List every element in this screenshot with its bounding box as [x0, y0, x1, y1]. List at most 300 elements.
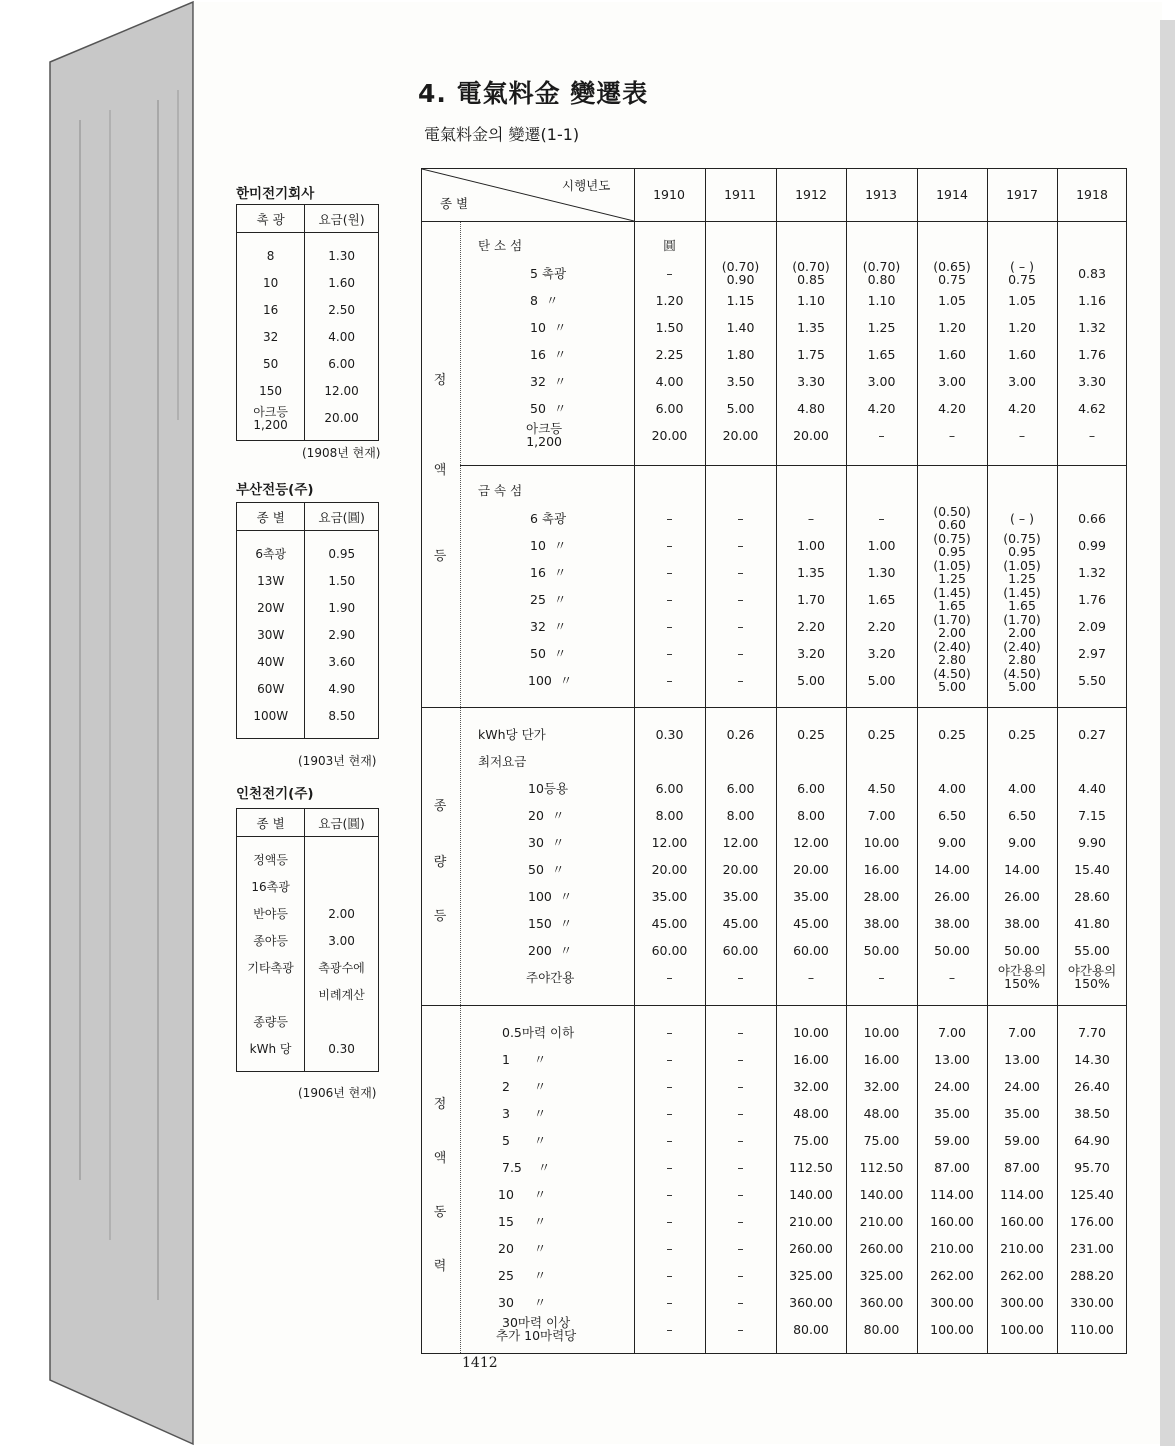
rate-cell: 4.20 [938, 401, 966, 416]
rate-cell: 288.20 [1070, 1268, 1114, 1283]
rate-cell: 1.00 [867, 538, 896, 553]
rate-cell: 41.80 [1074, 916, 1110, 931]
rate-cell: 야간용의 150% [997, 963, 1047, 991]
side-table-note: (1908년 현재) [302, 446, 381, 460]
side-table-row [237, 378, 379, 405]
rate-cell: 1.10 [867, 293, 896, 308]
side-table-header: 요금(圓) [305, 503, 379, 531]
rate-cell: 38.50 [1074, 1106, 1110, 1121]
rate-cell: 95.70 [1074, 1160, 1110, 1175]
side-table-item: 20W [237, 595, 305, 622]
rate-cell: 160.00 [930, 1214, 974, 1229]
group-label: 정 [433, 1097, 447, 1112]
table-subtitle: 電氣料金의 變遷(1-1) [424, 125, 580, 144]
rate-cell: – [807, 970, 815, 985]
rate-cell: 114.00 [1000, 1187, 1044, 1202]
year-header: 1910 [653, 187, 685, 202]
year-header: 1918 [1076, 187, 1108, 202]
rate-cell: 80.00 [863, 1322, 900, 1337]
rate-cell: 20.00 [722, 862, 759, 877]
row-label: 25 〃 [498, 1268, 547, 1283]
rate-cell: 75.00 [863, 1133, 900, 1148]
side-table-price: 3.60 [328, 655, 356, 669]
rate-cell: – [666, 266, 673, 281]
rate-cell: – [737, 1052, 744, 1067]
rate-cell: 7.70 [1078, 1025, 1106, 1040]
side-table-item: 50 [237, 351, 305, 378]
rate-cell: 4.00 [1008, 781, 1036, 796]
section-heading: 탄 소 섬 [478, 238, 523, 253]
rate-cell: 3.00 [1008, 374, 1036, 389]
rate-cell: 12.00 [722, 835, 759, 850]
row-label: 20 〃 [528, 808, 565, 823]
side-table-item: 150 [237, 378, 305, 405]
rate-cell: 300.00 [930, 1295, 974, 1310]
rate-cell: 10.00 [863, 835, 900, 850]
rate-cell: 3.50 [726, 374, 755, 389]
rate-cell: 야간용의 150% [1067, 963, 1117, 991]
rate-cell: 140.00 [859, 1187, 904, 1202]
rate-cell: 9.00 [1008, 835, 1036, 850]
side-table-price: 2.90 [328, 628, 356, 642]
rate-cell: 14.30 [1074, 1052, 1110, 1067]
rate-cell: 35.00 [934, 1106, 970, 1121]
rate-cell: 1.76 [1078, 592, 1106, 607]
rate-cell: 6.50 [938, 808, 966, 823]
rate-cell: 125.40 [1070, 1187, 1114, 1202]
side-table-row [237, 1036, 379, 1063]
rate-cell: 7.00 [1008, 1025, 1036, 1040]
rate-cell: – [807, 511, 815, 526]
side-table-price: 0.30 [328, 1042, 355, 1056]
side-table-row [237, 595, 379, 622]
rate-cell: – [737, 1241, 744, 1256]
rate-cell: (0.65) 0.75 [933, 259, 971, 287]
side-table-row [237, 703, 379, 730]
rate-cell: 112.50 [859, 1160, 904, 1175]
rate-cell: 48.00 [863, 1106, 900, 1121]
rate-cell: 6.00 [655, 781, 684, 796]
row-label: 150 〃 [528, 916, 573, 931]
rate-cell: – [666, 970, 673, 985]
rate-cell: – [666, 1025, 673, 1040]
rate-cell: – [737, 1160, 744, 1175]
side-table-item: kWh 당 [237, 1036, 305, 1063]
side-table-row [237, 405, 379, 432]
rate-cell: 16.00 [863, 1052, 900, 1067]
rate-cell: 0.25 [1008, 727, 1036, 742]
unit-label: 圓 [663, 238, 676, 253]
rate-cell: 28.00 [863, 889, 900, 904]
rate-cell: 0.83 [1078, 266, 1106, 281]
rate-cell: 20.00 [651, 428, 688, 443]
row-label: 7.5 〃 [502, 1160, 551, 1175]
side-table-title: 한미전기회사 [236, 186, 315, 202]
rate-cell: 8.00 [797, 808, 825, 823]
row-label: 30마력 이상 추가 10마력당 [496, 1315, 577, 1343]
rate-cell: 13.00 [1004, 1052, 1040, 1067]
rate-cell: 8.00 [655, 808, 684, 823]
section-heading: 금 속 섬 [478, 483, 523, 498]
side-table-item: 13W [237, 568, 305, 595]
rate-cell: 1.20 [655, 293, 684, 308]
side-table-item: 반야등 [237, 901, 305, 928]
row-label: 100 〃 [528, 889, 573, 904]
row-label: 15 〃 [498, 1214, 547, 1229]
row-label: 5 촉광 [530, 266, 567, 281]
header-corner-top: 시행년도 [562, 178, 611, 193]
rate-cell: (1.45) 1.65 [933, 585, 971, 613]
rate-cell: – [666, 619, 673, 634]
rate-cell: 0.27 [1078, 727, 1106, 742]
rate-cell: (1.70) 2.00 [1003, 612, 1041, 640]
rate-cell: 45.00 [722, 916, 759, 931]
rate-cell: 26.00 [1004, 889, 1040, 904]
row-label: 50 〃 [530, 646, 567, 661]
rate-cell: 5.50 [1078, 673, 1106, 688]
rate-cell: – [878, 970, 885, 985]
rate-cell: (0.70) 0.90 [721, 259, 760, 287]
rate-cell: 112.50 [789, 1160, 833, 1175]
rate-cell: 60.00 [722, 943, 759, 958]
rate-cell: 15.40 [1074, 862, 1110, 877]
rate-cell: – [666, 1160, 673, 1175]
side-table-price: 20.00 [324, 411, 359, 425]
rate-cell: 3.30 [1078, 374, 1106, 389]
group-label: 등 [433, 549, 447, 564]
group-label: 액 [433, 1151, 447, 1166]
group-label: 량 [433, 855, 447, 870]
row-label: 3 〃 [502, 1106, 547, 1121]
row-divider [422, 221, 1126, 222]
rate-cell: – [666, 1295, 673, 1310]
rate-cell: 5.00 [726, 401, 755, 416]
side-table [236, 808, 379, 1072]
rate-cell: 26.00 [934, 889, 970, 904]
side-table-item: 100W [237, 703, 305, 730]
row-label: 2 〃 [502, 1079, 547, 1094]
rate-cell: 1.20 [938, 320, 966, 335]
rate-cell: 0.25 [797, 727, 825, 742]
rate-cell: 35.00 [1004, 1106, 1040, 1121]
rate-cell: 7.15 [1078, 808, 1106, 823]
rate-cell: 1.35 [797, 565, 825, 580]
side-table-price: 2.00 [328, 907, 355, 921]
side-table-price: 6.00 [328, 357, 355, 371]
rate-cell: 38.00 [863, 916, 900, 931]
rate-cell: – [737, 1322, 744, 1337]
side-table-item: 32 [237, 324, 305, 351]
row-label: 6 촉광 [530, 511, 567, 526]
column-divider [634, 169, 635, 1353]
rate-cell: (4.50) 5.00 [1003, 666, 1041, 694]
page-title: 4. 電氣料金 變遷表 [418, 79, 649, 108]
rate-cell: 4.50 [867, 781, 896, 796]
rate-cell: (0.50) 0.60 [933, 504, 971, 532]
rate-cell: 32.00 [863, 1079, 900, 1094]
rate-cell: 2.09 [1078, 619, 1106, 634]
rate-cell: ( – ) 0.75 [1008, 259, 1036, 287]
rate-cell: 55.00 [1074, 943, 1110, 958]
side-table-row [237, 676, 379, 703]
side-table-item: 16촉광 [237, 874, 305, 901]
rate-cell: 38.00 [934, 916, 970, 931]
side-table-item: 종야등 [237, 928, 305, 955]
year-header: 1911 [724, 187, 756, 202]
rate-cell: 5.00 [867, 673, 896, 688]
rate-cell: 360.00 [859, 1295, 904, 1310]
rate-cell: 48.00 [793, 1106, 829, 1121]
column-divider [705, 169, 706, 1353]
group-label: 동 [433, 1205, 447, 1220]
rate-cell: – [666, 1133, 673, 1148]
rate-cell: – [666, 1187, 673, 1202]
rate-cell: 1.65 [867, 592, 896, 607]
rate-cell: 5.00 [797, 673, 825, 688]
rate-cell: 24.00 [1004, 1079, 1040, 1094]
rate-cell: 38.00 [1004, 916, 1040, 931]
rate-cell: 50.00 [1004, 943, 1040, 958]
side-table-item: 16 [237, 297, 305, 324]
rate-cell: – [737, 646, 744, 661]
row-label: 10 〃 [498, 1187, 547, 1202]
rate-cell: 300.00 [1000, 1295, 1044, 1310]
year-header: 1914 [936, 187, 968, 202]
side-table-row [237, 297, 379, 324]
rate-cell: 59.00 [934, 1133, 970, 1148]
rate-cell: 160.00 [1000, 1214, 1044, 1229]
rate-cell: (0.75) 0.95 [933, 531, 971, 559]
rate-cell: – [666, 592, 673, 607]
rate-cell: 3.20 [867, 646, 896, 661]
group-label: 액 [433, 463, 447, 478]
side-table-header: 종 별 [237, 503, 305, 531]
rate-cell: 7.00 [938, 1025, 966, 1040]
side-table-price: 3.00 [328, 934, 355, 948]
rate-cell: 0.25 [938, 727, 966, 742]
rate-cell: 9.90 [1078, 835, 1106, 850]
side-table-header: 요금(원) [305, 205, 379, 233]
side-table-item [237, 982, 305, 1009]
rate-cell: 1.80 [726, 347, 755, 362]
column-divider [776, 169, 777, 1353]
rate-cell: 24.00 [934, 1079, 970, 1094]
rate-cell: 20.00 [651, 862, 688, 877]
column-divider [917, 169, 918, 1353]
rate-cell: ( – ) [1010, 511, 1034, 526]
side-table-item: 40W [237, 649, 305, 676]
rate-cell: 100.00 [930, 1322, 974, 1337]
rate-cell: (1.05) 1.25 [933, 558, 971, 586]
rate-cell: – [737, 1295, 744, 1310]
rate-cell: 1.30 [867, 565, 896, 580]
side-table-title: 인천전기(주) [236, 786, 314, 802]
rate-cell: 1.15 [726, 293, 755, 308]
side-table-note: (1903년 현재) [298, 754, 377, 768]
rate-cell: 1.75 [797, 347, 825, 362]
header-diagonal [422, 169, 634, 221]
year-header: 1913 [865, 187, 897, 202]
row-label: 10 〃 [530, 538, 567, 553]
side-table-price: 8.50 [328, 709, 356, 723]
side-table-price: 1.60 [328, 276, 355, 290]
side-table-price: 촉광수에 [318, 961, 365, 975]
side-table-item: 60W [237, 676, 305, 703]
row-label: 16 〃 [530, 565, 567, 580]
rate-cell: 325.00 [859, 1268, 904, 1283]
rate-cell: 35.00 [722, 889, 759, 904]
rate-cell: 12.00 [793, 835, 829, 850]
rate-cell: 0.25 [867, 727, 896, 742]
rate-cell: 2.97 [1078, 646, 1106, 661]
rate-cell: 10.00 [793, 1025, 829, 1040]
side-table-price: 0.95 [328, 547, 356, 561]
row-label: 10등용 [528, 781, 569, 796]
side-table-row [237, 541, 379, 568]
rate-cell: 16.00 [863, 862, 900, 877]
rate-cell: 9.00 [938, 835, 966, 850]
rate-cell: (2.40) 2.80 [933, 639, 971, 667]
rate-cell: 2.20 [867, 619, 896, 634]
rate-cell: 1.10 [797, 293, 825, 308]
rate-cell: 35.00 [793, 889, 829, 904]
side-table [236, 502, 379, 739]
rate-cell: (0.70) 0.80 [862, 259, 901, 287]
rate-cell: – [1018, 428, 1026, 443]
rate-cell: – [737, 565, 744, 580]
rate-cell: 26.40 [1074, 1079, 1110, 1094]
side-table-row [237, 928, 379, 955]
rate-cell: 1.32 [1078, 320, 1106, 335]
rate-cell: – [666, 1214, 673, 1229]
rate-cell: 28.60 [1074, 889, 1110, 904]
side-table-header: 종 별 [237, 809, 305, 837]
side-table-price: 비례계산 [318, 988, 365, 1002]
rate-cell: 80.00 [793, 1322, 829, 1337]
rate-cell: 4.00 [655, 374, 684, 389]
side-table-price [305, 874, 379, 901]
side-table-header: 촉 광 [237, 205, 305, 233]
rate-cell: – [737, 1133, 744, 1148]
rate-cell: 2.20 [797, 619, 825, 634]
rate-cell: 4.80 [797, 401, 825, 416]
rate-cell: 210.00 [859, 1214, 904, 1229]
rate-cell: – [666, 1052, 673, 1067]
rate-cell: 0.30 [655, 727, 684, 742]
rate-cell: 1.35 [797, 320, 825, 335]
rate-cell: 1.70 [797, 592, 825, 607]
rate-cell: 210.00 [1000, 1241, 1044, 1256]
rate-cell: 6.50 [1008, 808, 1036, 823]
column-divider [1057, 169, 1058, 1353]
rate-cell: 260.00 [789, 1241, 833, 1256]
side-table-item: 30W [237, 622, 305, 649]
rate-cell: (4.50) 5.00 [933, 666, 971, 694]
rate-cell: 75.00 [793, 1133, 829, 1148]
rate-cell: 14.00 [1004, 862, 1040, 877]
rate-cell: – [948, 428, 956, 443]
side-table-row [237, 901, 379, 928]
rate-cell: 50.00 [863, 943, 900, 958]
row-label: 32 〃 [530, 374, 567, 389]
side-table-row [237, 982, 379, 1009]
group-divider [460, 221, 461, 1353]
rate-cell: 35.00 [651, 889, 688, 904]
rate-cell: – [666, 1106, 673, 1121]
row-divider [422, 1005, 1126, 1006]
group-label: 종 [433, 799, 447, 814]
row-label: 30 〃 [498, 1295, 547, 1310]
side-table-row [237, 955, 379, 982]
rate-cell: – [737, 1187, 744, 1202]
rate-cell: – [666, 511, 673, 526]
rate-cell: 1.25 [867, 320, 896, 335]
rate-cell: 1.65 [867, 347, 896, 362]
rate-cell: (2.40) 2.80 [1003, 639, 1041, 667]
page-edge [1160, 20, 1175, 1446]
row-label: 32 〃 [530, 619, 567, 634]
rate-cell: (1.05) 1.25 [1003, 558, 1041, 586]
rate-cell: – [737, 619, 744, 634]
rate-cell: 1.16 [1078, 293, 1106, 308]
rate-cell: 8.00 [726, 808, 755, 823]
rate-cell: – [666, 538, 673, 553]
side-table-row [237, 649, 379, 676]
rate-cell: 60.00 [793, 943, 829, 958]
row-divider [422, 707, 1126, 708]
rate-cell: 0.66 [1078, 511, 1106, 526]
year-header: 1917 [1006, 187, 1038, 202]
row-label: 주야간용 [526, 970, 575, 985]
rate-cell: 1.05 [938, 293, 966, 308]
side-table-row [237, 847, 379, 874]
row-label: 1 〃 [502, 1052, 547, 1067]
rate-cell: 210.00 [930, 1241, 974, 1256]
rate-cell: 87.00 [1004, 1160, 1040, 1175]
rate-cell: 360.00 [789, 1295, 833, 1310]
side-table-title: 부산전등(주) [236, 482, 314, 498]
rate-cell: 60.00 [651, 943, 688, 958]
side-table-note: (1906년 현재) [298, 1086, 377, 1100]
row-label: 50 〃 [530, 401, 567, 416]
column-divider [987, 169, 988, 1353]
rate-cell: 45.00 [793, 916, 829, 931]
rate-cell: 32.00 [793, 1079, 829, 1094]
rate-cell: 13.00 [934, 1052, 970, 1067]
side-table-row [237, 324, 379, 351]
side-table-price: 1.90 [328, 601, 356, 615]
side-table-price [305, 1009, 379, 1036]
rate-cell: – [737, 538, 744, 553]
row-label: 5 〃 [502, 1133, 547, 1148]
rate-cell: 64.90 [1074, 1133, 1110, 1148]
row-label: 10 〃 [530, 320, 567, 335]
rate-cell: 6.00 [726, 781, 755, 796]
row-label: 30 〃 [528, 835, 565, 850]
rate-cell: – [666, 1079, 673, 1094]
rate-cell: (1.45) 1.65 [1003, 585, 1041, 613]
rate-cell: – [1088, 428, 1096, 443]
row-label: 16 〃 [530, 347, 567, 362]
side-table-row [237, 874, 379, 901]
rate-cell: 1.60 [938, 347, 966, 362]
row-label: 최저요금 [478, 754, 527, 769]
rate-cell: 1.32 [1078, 565, 1106, 580]
rate-cell: 87.00 [934, 1160, 970, 1175]
rate-cell: – [737, 1106, 744, 1121]
side-table-item: 6촉광 [237, 541, 305, 568]
rate-cell: 3.00 [867, 374, 896, 389]
